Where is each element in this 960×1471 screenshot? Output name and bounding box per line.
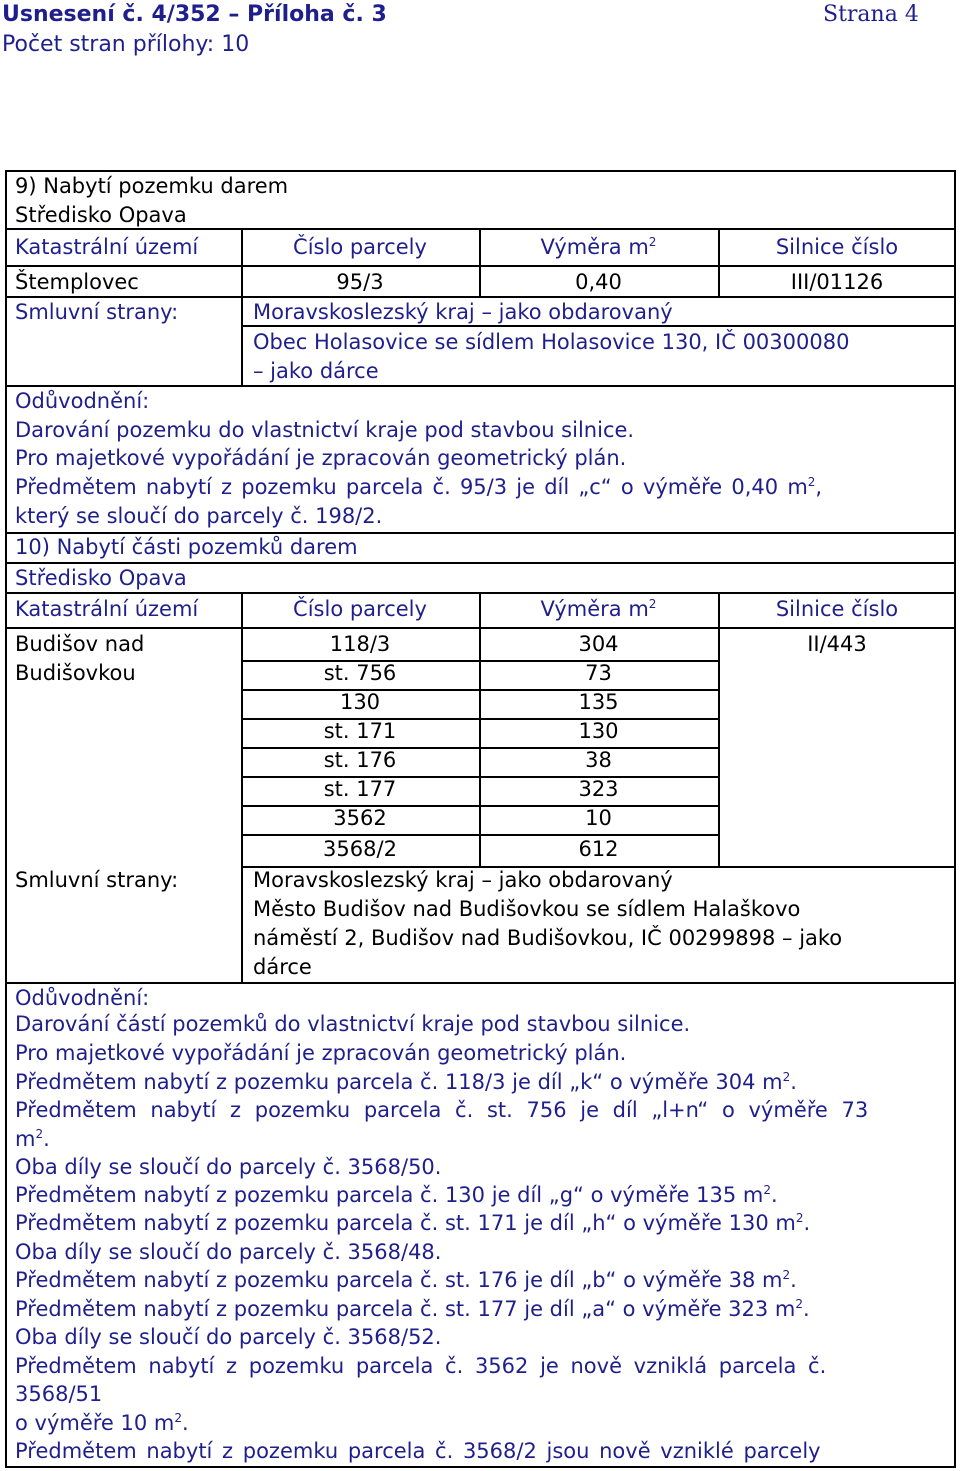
center-name: Středisko Opava bbox=[15, 203, 187, 227]
cell-size: 612 bbox=[578, 837, 619, 861]
reason-line: Oba díly se sloučí do parcely č. 3568/52. bbox=[15, 1325, 442, 1349]
parties-label: Smluvní strany: bbox=[15, 868, 179, 892]
cell-parcel: st. 177 bbox=[323, 777, 397, 801]
reason-line: Předmětem nabytí z pozemku parcela č. 130 je díl „g“ o výměře 135 $m^2$. bbox=[15, 1183, 778, 1207]
document-title: Usnesení č. 4/352 – Příloha č. 3 bbox=[2, 2, 387, 27]
cell-size: 10 bbox=[585, 806, 612, 830]
cell-parcel: 130 bbox=[339, 690, 381, 714]
party-donor: Město Budišov nad Budišovkou se sídlem Halaškovo bbox=[253, 897, 801, 921]
cell-parcel: st. 176 bbox=[323, 748, 397, 772]
reason-label: Odůvodnění: bbox=[15, 389, 150, 413]
reason-line: Pro majetkové vypořádání je zpracován geometrický plán. bbox=[15, 446, 627, 470]
reason-line: který se sloučí do parcely č. 198/2. bbox=[15, 504, 383, 528]
reason-line: Předmětem nabytí z pozemku parcela č. 3568/2 jsou nově vzniklé parcely bbox=[15, 1439, 821, 1463]
party-recipient: Moravskoslezský kraj – jako obdarovaný bbox=[253, 868, 673, 892]
reason-label: Odůvodnění: bbox=[15, 986, 150, 1010]
col-header-parcel: Číslo parcely bbox=[293, 597, 427, 621]
cell-size: 304 bbox=[578, 632, 619, 656]
reason-line: Předmětem nabytí z pozemku parcela č. st. 176 je díl „b“ o výměře 38 $m^2$. bbox=[15, 1268, 797, 1292]
reason-line: Darování pozemku do vlastnictví kraje pod stavbou silnice. bbox=[15, 418, 635, 442]
cell-size: 73 bbox=[585, 661, 612, 685]
col-header-road: Silnice číslo bbox=[775, 235, 899, 259]
cell-parcel: 3568/2 bbox=[323, 837, 397, 861]
col-header-road: Silnice číslo bbox=[775, 597, 899, 621]
cell-size: 0,40 bbox=[575, 270, 622, 294]
reason-line: Předmětem nabytí z pozemku parcela č. st. 171 je díl „h“ o výměře 130 $m^2$. bbox=[15, 1211, 811, 1235]
cell-area: Štemplovec bbox=[15, 270, 139, 294]
cell-size: 130 bbox=[578, 719, 619, 743]
section-title: 9) Nabytí pozemku darem bbox=[15, 174, 289, 198]
reason-line: Předmětem nabytí z pozemku parcela č. st. 177 je díl „a“ o výměře 323 $m^2$. bbox=[15, 1297, 810, 1321]
col-divider bbox=[718, 627, 720, 867]
reason-line: Předmětem nabytí z pozemku parcela č. 95/3 je díl „c“ o výměře 0,40 $m^2$, bbox=[15, 475, 823, 499]
col-header-size: Výměra $m^2$ bbox=[540, 235, 657, 259]
pages-count: Počet stran přílohy: 10 bbox=[2, 32, 250, 57]
reason-line: o výměře 10 $m^2$. bbox=[15, 1411, 189, 1435]
reason-line: Oba díly se sloučí do parcely č. 3568/48. bbox=[15, 1240, 442, 1264]
cell-road: III/01126 bbox=[790, 270, 884, 294]
cell-area: Budišovkou bbox=[15, 661, 136, 685]
reason-line: 3568/51 bbox=[15, 1382, 103, 1406]
cell-size: 323 bbox=[578, 777, 619, 801]
cell-area: Budišov nad bbox=[15, 632, 145, 656]
cell-parcel: 118/3 bbox=[329, 632, 391, 656]
reason-line: Předmětem nabytí z pozemku parcela č. 3562 je nově vzniklá parcela č. bbox=[15, 1354, 827, 1378]
col-header-parcel: Číslo parcely bbox=[293, 235, 427, 259]
cell-parcel: st. 171 bbox=[323, 719, 397, 743]
cell-parcel: st. 756 bbox=[323, 661, 397, 685]
center-name: Středisko Opava bbox=[15, 566, 187, 590]
cell-size: 38 bbox=[585, 748, 612, 772]
reason-line: Předmětem nabytí z pozemku parcela č. 118/3 je díl „k“ o výměře 304 $m^2$. bbox=[15, 1070, 797, 1094]
cell-parcel: 3562 bbox=[333, 806, 387, 830]
party-donor-role: dárce bbox=[253, 955, 312, 979]
reason-line: Oba díly se sloučí do parcely č. 3568/50. bbox=[15, 1155, 442, 1179]
col-header-area: Katastrální území bbox=[15, 235, 199, 259]
party-donor: Obec Holasovice se sídlem Holasovice 130, IČ 00300080 bbox=[253, 330, 850, 354]
page-number: Strana 4 bbox=[823, 2, 919, 27]
section-title: 10) Nabytí části pozemků darem bbox=[15, 535, 358, 559]
party-recipient: Moravskoslezský kraj – jako obdarovaný bbox=[253, 300, 673, 324]
col-header-area: Katastrální území bbox=[15, 597, 199, 621]
party-donor-role: – jako dárce bbox=[253, 359, 379, 383]
cell-size: 135 bbox=[578, 690, 619, 714]
reason-line: $m^2$. bbox=[15, 1127, 50, 1151]
col-header-size: Výměra $m^2$ bbox=[540, 597, 657, 621]
cell-road: II/443 bbox=[807, 632, 867, 656]
reason-line: Předmětem nabytí z pozemku parcela č. st. 756 je díl „l+n“ o výměře 73 bbox=[15, 1098, 869, 1122]
reason-line: Darování částí pozemků do vlastnictví kraje pod stavbou silnice. bbox=[15, 1012, 691, 1036]
reason-line: Pro majetkové vypořádání je zpracován geometrický plán. bbox=[15, 1041, 627, 1065]
cell-parcel: 95/3 bbox=[336, 270, 384, 294]
parties-label: Smluvní strany: bbox=[15, 300, 179, 324]
party-donor: náměstí 2, Budišov nad Budišovkou, IČ 00299898 – jako bbox=[253, 926, 843, 950]
